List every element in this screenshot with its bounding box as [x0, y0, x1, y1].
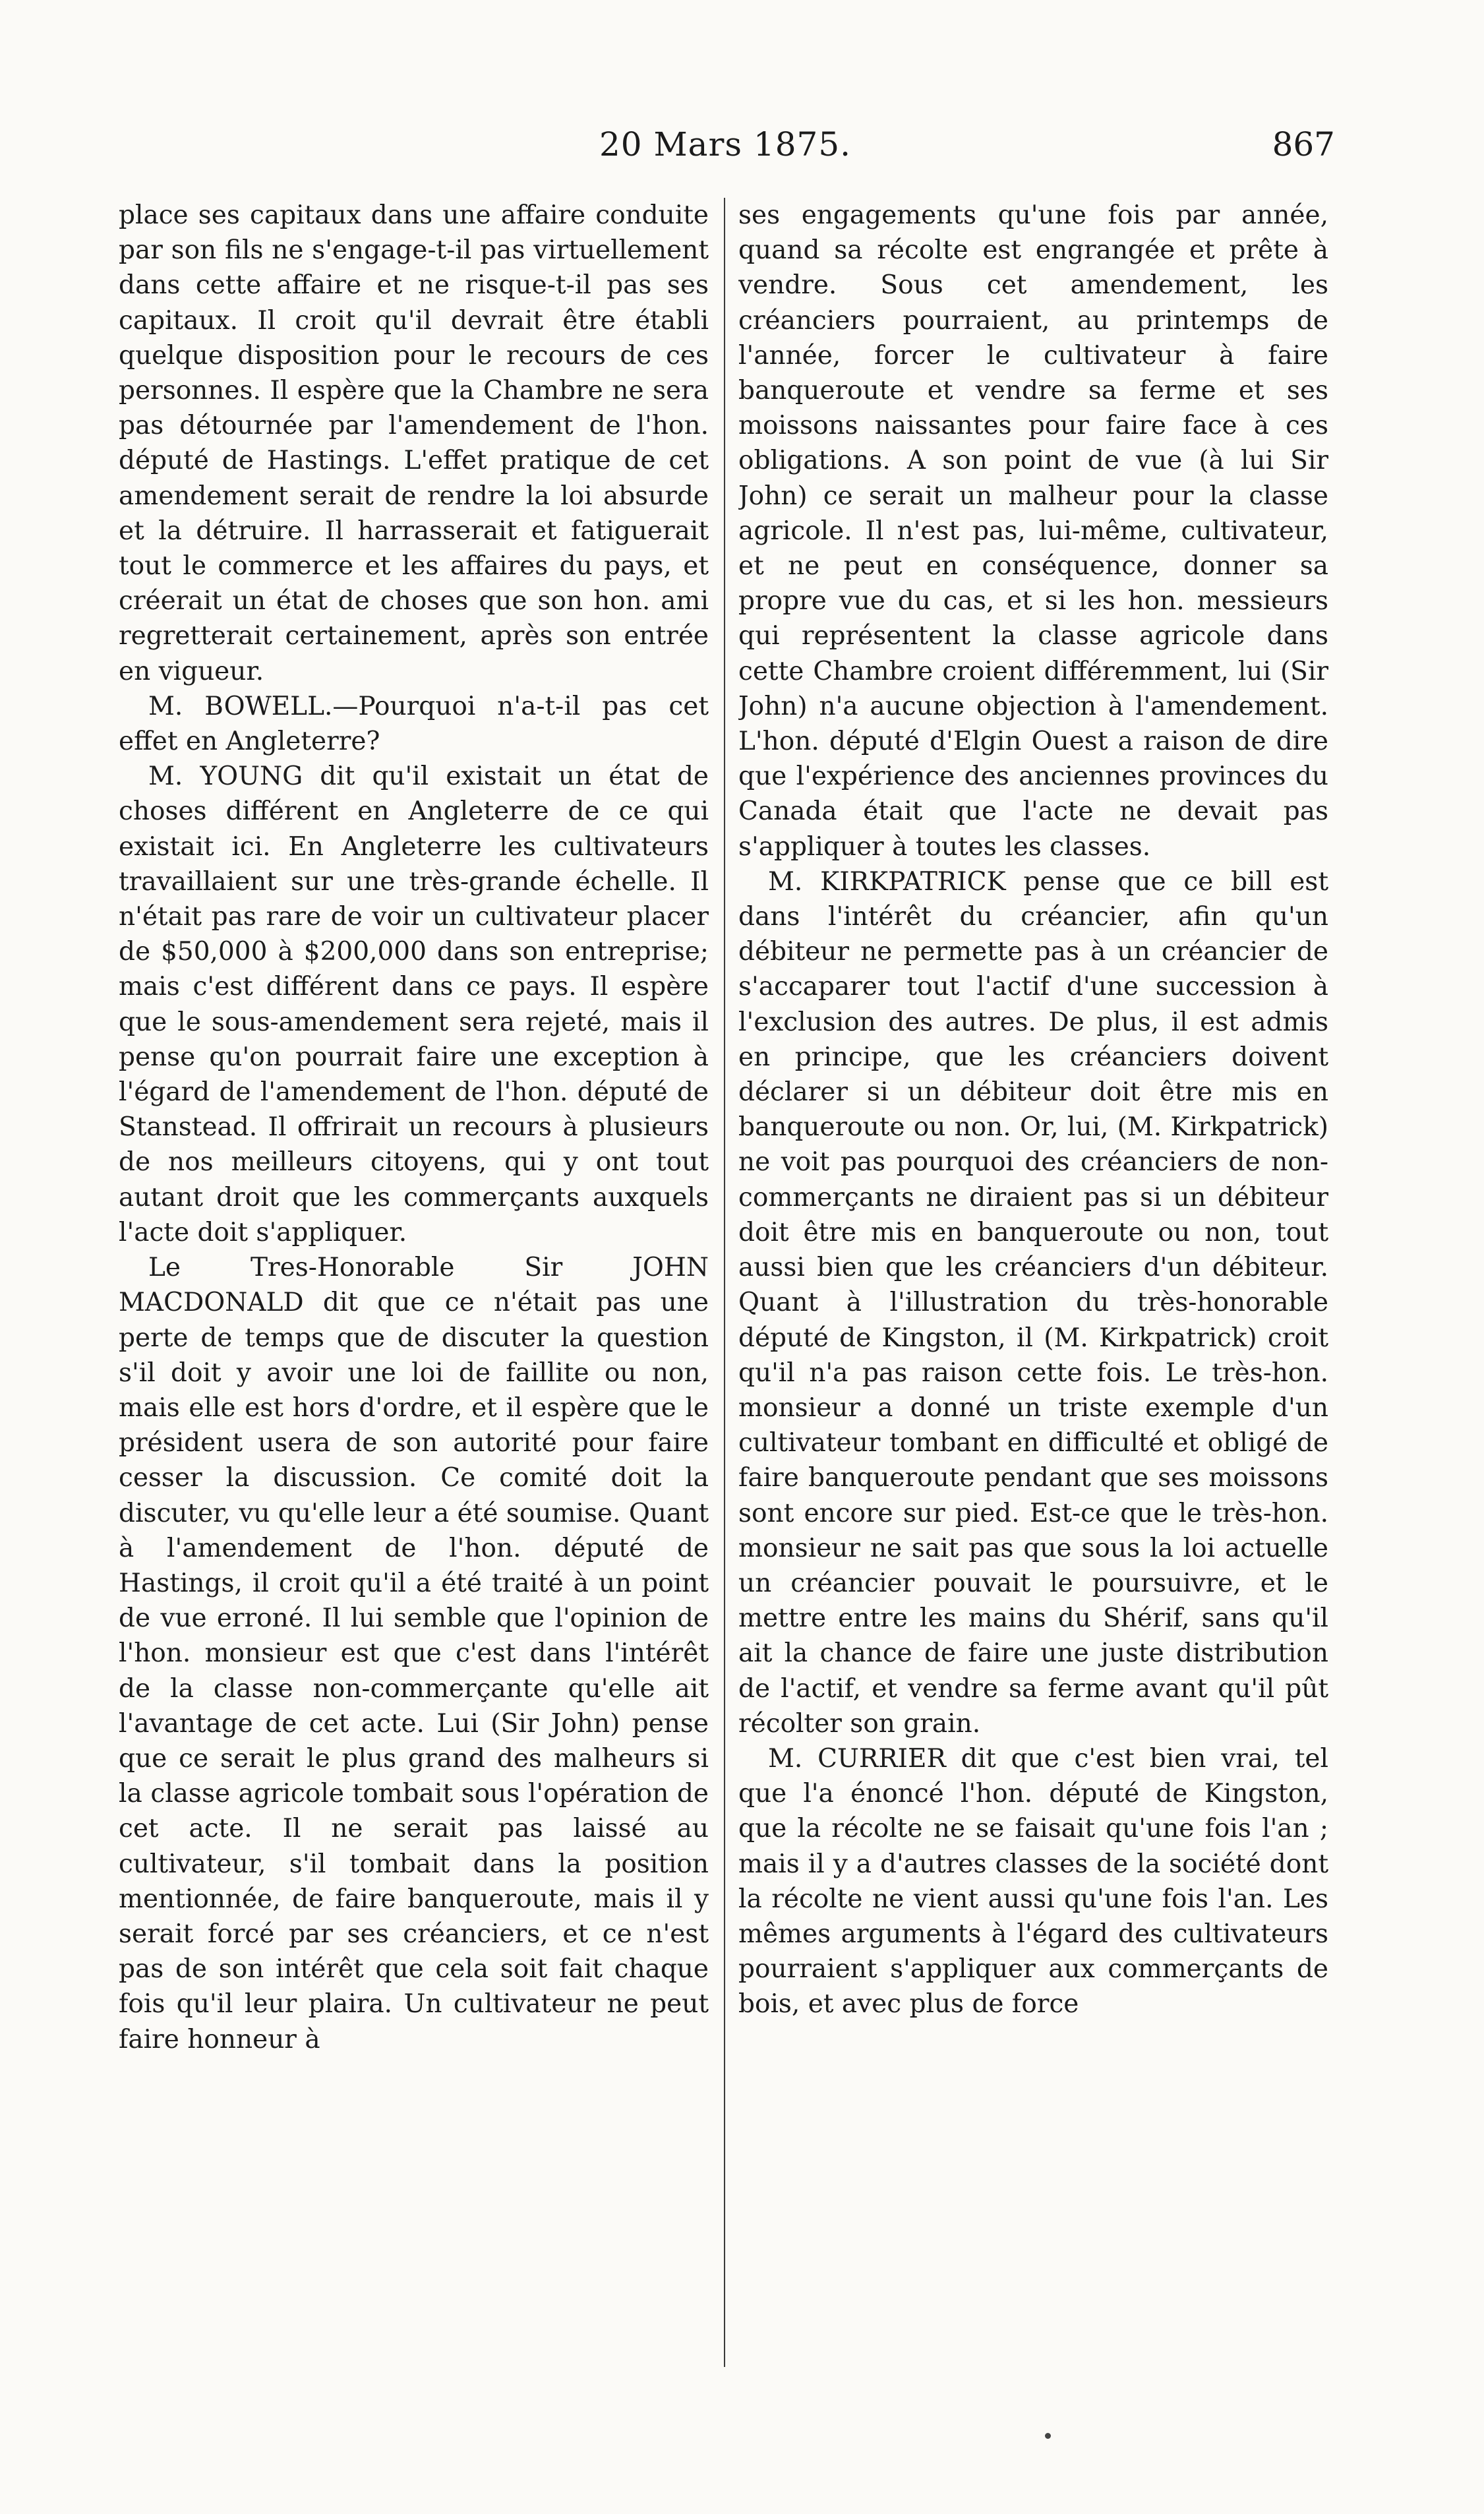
paragraph: M. BOWELL.—Pourquoi n'a-t-il pas cet effet en Angleterre? — [119, 691, 709, 757]
print-mark — [1045, 2433, 1051, 2439]
paragraph: M. CURRIER dit que c'est bien vrai, tel que l'a énoncé l'hon. député de Kingston, que la récolte ne se faisait qu'une fois l'an ; mais il y a d'autres classes de la société dont la récolte ne vient aussi qu'une fois l'an. Les mêmes arguments à l'égard des cultivateurs pourraient s'appliquer aux commerçants de bois, et avec plus de force — [738, 1743, 1328, 2020]
left-column — [119, 198, 709, 2407]
paragraph: Le Tres-Honorable Sir JOHN MACDONALD dit que ce n'était pas une perte de temps que de discuter la question s'il doit y avoir une loi de faillite ou non, mais elle est hors d'ordre, et il espère que le président usera de son autorité pour faire cesser la discussion. Ce comité doit la discuter, vu qu'elle leur a été soumise. Quant à l'amendement de l'hon. député de Hastings, il croit qu'il a été traité à un point de vue erroné. Il lui semble que l'opinion de l'hon. monsieur est que c'est dans l'intérêt de la classe non-commerçante qu'elle ait l'avantage de cet acte. Lui (Sir John) pense que ce serait le plus grand des malheurs si la classe agricole tombait sous l'opération de cet acte. Il ne serait pas laissé au cultivateur, s'il tombait dans la position mentionnée, de faire banqueroute, mais il y serait forcé par ses créanciers, et ce n'est pas de son intérêt que cela soit fait chaque fois qu'il leur plaira. Un cultivateur ne peut faire honneur à — [119, 1253, 709, 2054]
paragraph: ses engagements qu'une fois par année, quand sa récolte est engrangée et prête à vendre. Sous cet amendement, les créanciers pourraient, au printemps de l'année, forcer le cultivateur à faire banqueroute et vendre sa ferme et ses moissons naissantes pour faire face à ces obligations. A son point de vue (à lui Sir John) ce serait un malheur pour la classe agricole. Il n'est pas, lui-même, cultivateur, et ne peut en conséquence, donner sa propre vue du cas, et si les hon. messieurs qui représentent la classe agricole dans cette Chambre croient différemment, lui (Sir John) n'a aucune objection à l'amendement. L'hon. député d'Elgin Ouest a raison de dire que l'expérience des anciennes provinces du Canada était que l'acte ne devait pas s'appliquer à toutes les classes. — [738, 200, 1328, 862]
paragraph: M. YOUNG dit qu'il existait un état de choses différent en Angleterre de ce qui existait ici. En Angleterre les cultivateurs travaillaient sur une très-grande échelle. Il n'était pas rare de voir un cultivateur placer de $50,000 à $200,000 dans son entreprise; mais c'est différent dans ce pays. Il espère que le sous-amendement sera rejeté, mais il pense qu'on pourrait faire une exception à l'égard de l'amendement de l'hon. député de Stanstead. Il offrirait un recours à plusieurs de nos meilleurs citoyens, qui y ont tout autant droit que les commerçants auxquels l'acte doit s'appliquer. — [119, 762, 709, 1247]
right-column — [738, 198, 1328, 2407]
paragraph: place ses capitaux dans une affaire conduite par son fils ne s'engage-t-il pas virtuellement dans cette affaire et ne risque-t-il pas ses capitaux. Il croit qu'il devrait être établi quelque disposition pour le recours de ces personnes. Il espère que la Chambre ne sera pas détournée par l'amendement de l'hon. député de Hastings. L'effet pratique de cet amendement serait de rendre la loi absurde et la détruire. Il harrasserait et fatiguerait tout le commerce et les affaires du pays, et créerait un état de choses que son hon. ami regretterait certainement, après son entrée en vigueur. — [119, 200, 709, 686]
page-date: 20 Mars 1875. — [599, 125, 852, 164]
page-number: 867 — [1272, 125, 1335, 164]
paragraph: M. KIRKPATRICK pense que ce bill est dans l'intérêt du créancier, afin qu'un débiteur ne permette pas à un créancier de s'accaparer tout l'actif d'une succession à l'exclusion des autres. De plus, il est admis en principe, que les créanciers doivent déclarer si un débiteur doit être mis en banqueroute ou non. Or, lui, (M. Kirkpatrick) ne voit pas pourquoi des créanciers de non-commerçants ne diraient pas si un débiteur doit être mis en banqueroute ou non, tout aussi bien que les créanciers d'un débiteur. Quant à l'illustration du très-honorable député de Kingston, il (M. Kirkpatrick) croit qu'il n'a pas raison cette fois. Le très-hon. monsieur a donné un triste exemple d'un cultivateur tombant en difficulté et obligé de faire banqueroute pendant que ses moissons sont encore sur pied. Est-ce que le très-hon. monsieur ne sait pas que sous la loi actuelle un créancier pouvait le poursuivre, et le mettre entre les mains du Shérif, sans qu'il ait la chance de faire une juste distribution de l'actif, et vendre sa ferme avant qu'il pût récolter son grain. — [738, 866, 1328, 1739]
column-divider — [724, 198, 725, 2367]
page-header — [99, 125, 1351, 178]
